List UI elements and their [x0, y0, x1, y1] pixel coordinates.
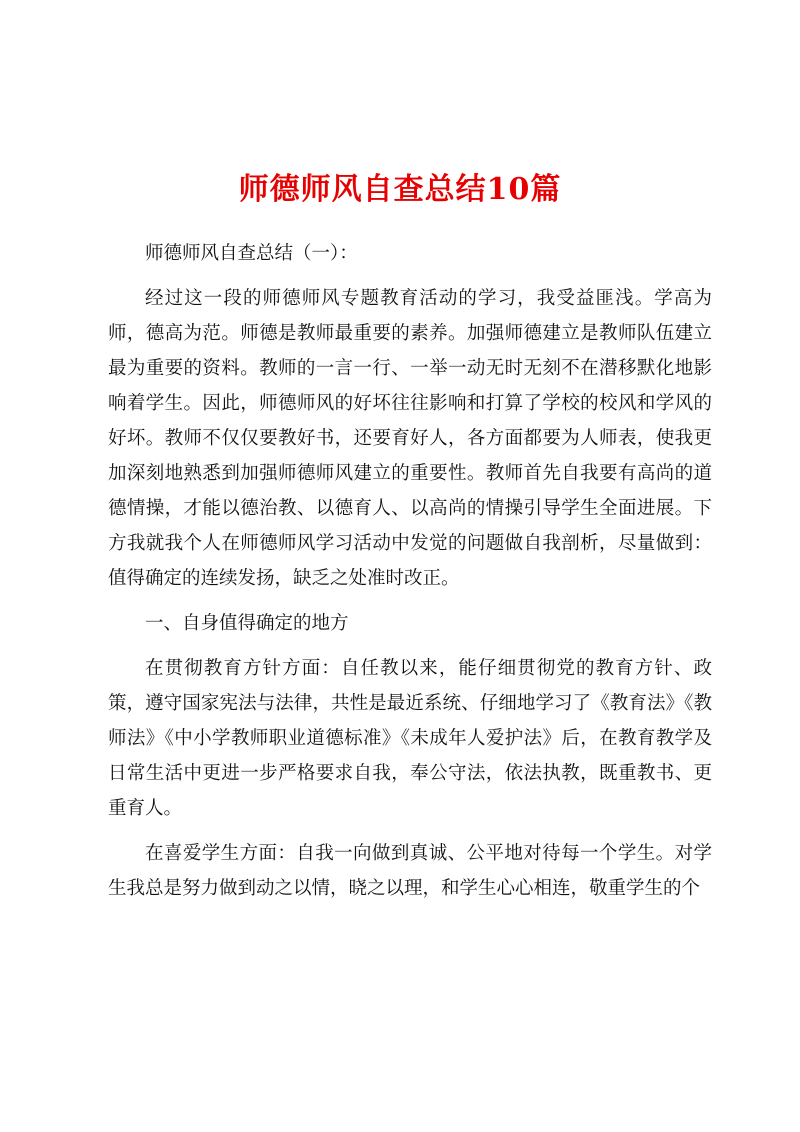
section-heading: 一、自身值得确定的地方: [145, 613, 349, 634]
paragraph-intro: 经过这一段的师德师风专题教育活动的学习，我受益匪浅。学高为师，德高为范。师德是教师最重要的素养。加强师德建立是教师队伍建立最为重要的资料。教师的一言一行、一举一动无时无刻不在潜移默化地影响着学生。因此，师德师风的好坏往往影响和打算了学校的校风和学风的好坏。教师不仅仅要教好书，还要育好人，各方面都要为人师表，使我更加深刻地熟悉到加强师德师风建立的重要性。教师首先自我要有高尚的道德情操，才能以德治教、以德育人、以高尚的情操引导学生全面进展。下方我就我个人在师德师风学习活动中发觉的问题做自我剖析，尽量做到：值得确定的连续发扬，缺乏之处准时改正。: [108, 288, 712, 589]
paragraph-education-policy: 在贯彻教育方针方面：自任教以来，能仔细贯彻党的教育方针、政策，遵守国家宪法与法律，共性是最近系统、仔细地学习了《教育法》《教师法》《中小学教师职业道德标准》《未成年人爱护法》后，在教育教学及日常生活中更进一步严格要求自我，奉公守法，依法执教，既重教书、更重育人。: [108, 658, 712, 819]
document-body: [108, 236, 712, 916]
paragraph-love-students: 在喜爱学生方面：自我一向做到真诚、公平地对待每一个学生。对学生我总是努力做到动之以情，晓之以理，和学生心心相连，敬重学生的个: [108, 843, 712, 899]
document-title: 师德师风自查总结10篇: [238, 172, 562, 207]
section-subtitle: 师德师风自查总结（一）：: [145, 243, 358, 264]
